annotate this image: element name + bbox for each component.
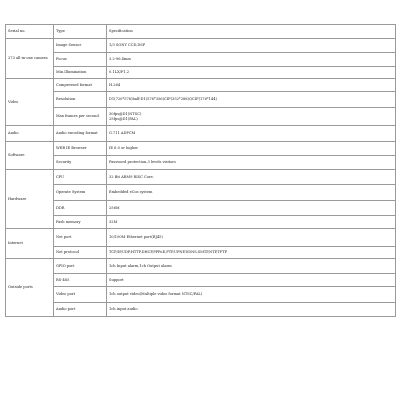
group-label: 273 all-in-one camera	[6, 39, 54, 79]
spec-value: 1ch output video(Multiple video format NTSC/PAL)	[107, 287, 396, 303]
spec-type: CPU	[54, 170, 107, 185]
specification-table	[5, 24, 396, 317]
spec-value: Embedded eCos system	[107, 185, 396, 201]
spec-row	[6, 53, 396, 67]
spec-value: 3.2-96.4mm	[107, 53, 396, 67]
spec-type: Resolution	[54, 92, 107, 108]
group-label: Internet	[6, 229, 54, 259]
spec-type: Net port	[54, 229, 107, 247]
spec-row	[6, 67, 396, 79]
spec-value: D1(720*576)half-D1(576*356)CIF(352*288)QCIF(176*144)	[107, 92, 396, 108]
spec-row	[6, 142, 396, 156]
spec-value: Support	[107, 274, 396, 287]
spec-value: 10/100M Ethernet port(RJ45)	[107, 229, 396, 247]
spec-type: RS-485	[54, 274, 107, 287]
spec-value: TCP/IP,UDP,HTTP,DHCP,PPPoE,FTP,UPNP,DDNS,SMTP,NTP,TFTP	[107, 247, 396, 259]
spec-type: WEB IE Browser	[54, 142, 107, 156]
spec-value: 32M	[107, 216, 396, 229]
spec-value: 256M	[107, 201, 396, 216]
spec-row	[6, 156, 396, 170]
spec-type: DDR	[54, 201, 107, 216]
spec-type: Image Sensor	[54, 39, 107, 53]
spec-row	[6, 79, 396, 92]
spec-type: GPIO port	[54, 259, 107, 274]
spec-row	[6, 259, 396, 274]
spec-value: 1ch input audio	[107, 303, 396, 317]
spec-row	[6, 201, 396, 216]
spec-row	[6, 274, 396, 287]
spec-value: 30fps@D1(NTSC) 25fps@D1(PAL)	[107, 108, 396, 126]
spec-type: Net protocol	[54, 247, 107, 259]
spec-type: Audio encoding format	[54, 126, 107, 142]
spec-row	[6, 303, 396, 317]
group-label: Software	[6, 142, 54, 170]
spec-row	[6, 185, 396, 201]
spec-type: Operate System	[54, 185, 107, 201]
spec-row	[6, 247, 396, 259]
spec-type: Focus	[54, 53, 107, 67]
spec-row	[6, 287, 396, 303]
header-type: Type	[54, 25, 107, 39]
spec-value: 1ch Input alarm,1ch Output alarm	[107, 259, 396, 274]
group-label: Audio	[6, 126, 54, 142]
spec-value: 1/3 SONY CCD,DSP	[107, 39, 396, 53]
spec-type: Audio port	[54, 303, 107, 317]
group-label: Outside ports	[6, 259, 54, 317]
header-serial: Serial no.	[6, 25, 54, 39]
spec-row	[6, 170, 396, 185]
spec-row	[6, 92, 396, 108]
spec-row	[6, 108, 396, 126]
spec-value: 32 Bit ARM9 RISC Core.	[107, 170, 396, 185]
spec-value: G.711 ADPCM	[107, 126, 396, 142]
spec-type: Video port	[54, 287, 107, 303]
spec-row	[6, 126, 396, 142]
spec-row	[6, 39, 396, 53]
spec-row	[6, 229, 396, 247]
group-label: Hardware	[6, 170, 54, 229]
spec-type: Min.Illumination	[54, 67, 107, 79]
spec-type: Max frames per second	[54, 108, 107, 126]
spec-value: 0.1LX/F1.2	[107, 67, 396, 79]
spec-type: Fash memory	[54, 216, 107, 229]
spec-value: H.264	[107, 79, 396, 92]
spec-value: IE 6.0 or higher	[107, 142, 396, 156]
spec-type: Compressed format	[54, 79, 107, 92]
spec-row	[6, 216, 396, 229]
spec-value: Password protection,3 levels visitors	[107, 156, 396, 170]
header-row	[6, 25, 396, 39]
group-label: Video	[6, 79, 54, 126]
header-spec: Specification	[107, 25, 396, 39]
spec-type: Security	[54, 156, 107, 170]
